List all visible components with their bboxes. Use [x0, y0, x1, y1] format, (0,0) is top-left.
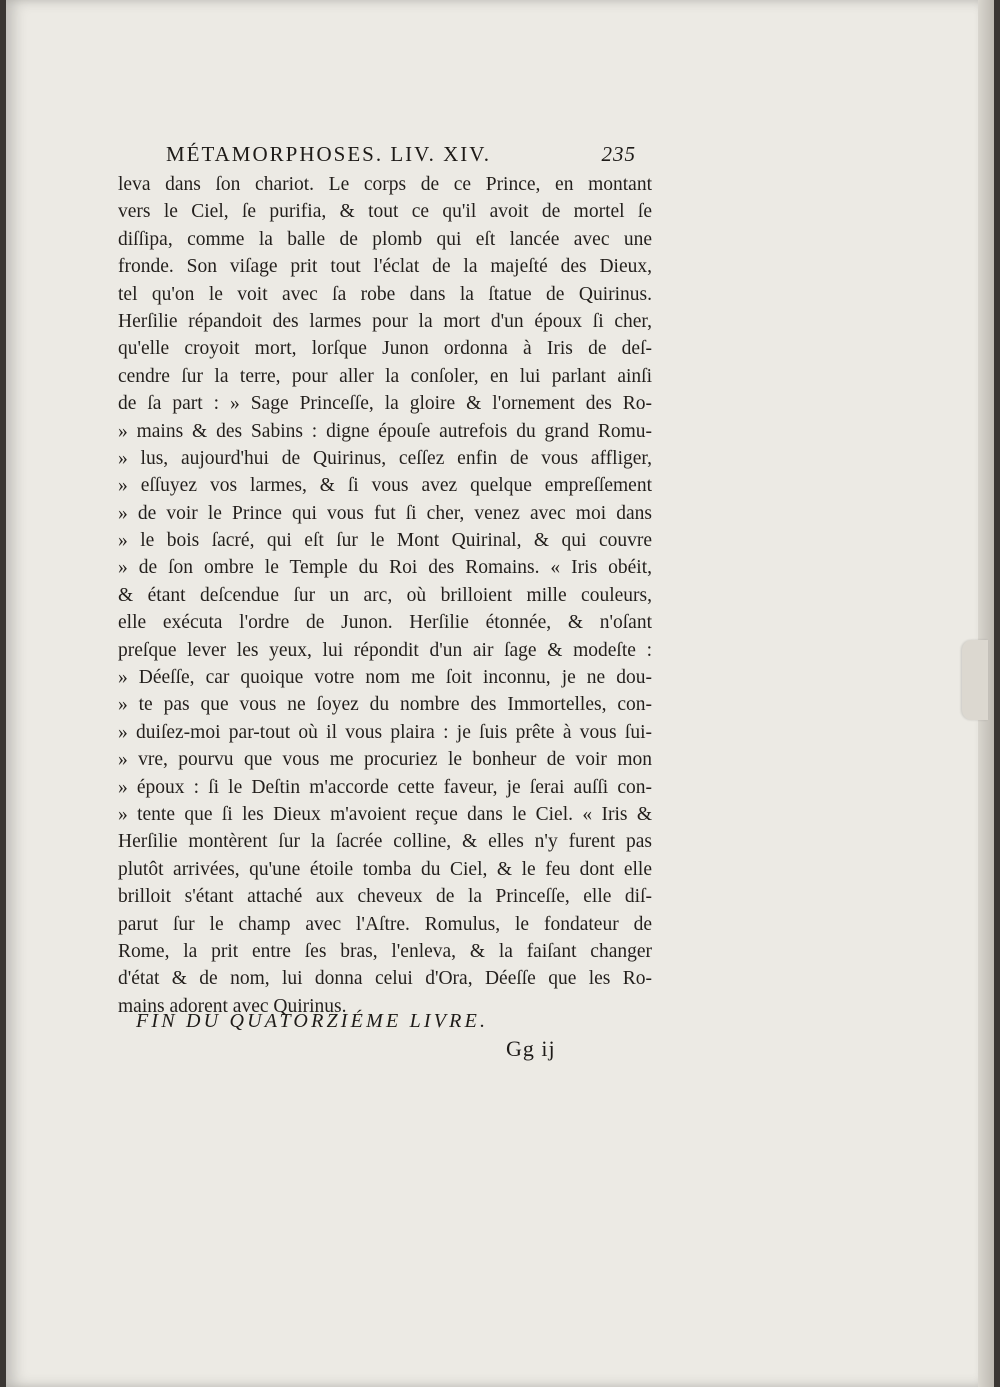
text-line: Rome, la prit entre ſes bras, l'enleva, & la faiſant changer [118, 940, 652, 962]
body-text [118, 171, 652, 1020]
text-line: leva dans ſon chariot. Le corps de ce Prince, en montant [118, 174, 652, 195]
running-title: MÉTAMORPHOSES. LIV. XIV. [166, 142, 491, 166]
text-line: » tente que ſi les Dieux m'avoient reçue dans le Ciel. « Iris & [118, 803, 652, 825]
page-tab [962, 640, 988, 720]
text-line: » te pas que vous ne ſoyez du nombre des Immortelles, con- [118, 694, 652, 716]
text-line: » de voir le Prince qui vous fut ſi cher, venez avec moi dans [118, 502, 652, 524]
text-line: qu'elle croyoit mort, lorſque Junon ordonna à Iris de deſ- [118, 338, 652, 360]
text-line: » le bois ſacré, qui eſt ſur le Mont Quirinal, & qui couvre [118, 530, 652, 552]
text-line: plutôt arrivées, qu'une étoile tomba du Ciel, & le feu dont elle [118, 858, 652, 880]
text-line: preſque lever les yeux, lui répondit d'un air ſage & modeſte : [118, 639, 652, 661]
text-line: brilloit s'étant attaché aux cheveux de la Princeſſe, elle diſ- [118, 886, 652, 908]
text-line: » Déeſſe, car quoique votre nom me ſoit inconnu, je ne dou- [118, 667, 652, 689]
text-line: vers le Ciel, ſe purifia, & tout ce qu'il avoit de mortel ſe [118, 201, 652, 223]
text-line: Herſilie montèrent ſur la ſacrée colline, & elles n'y furent pas [118, 831, 652, 853]
running-header [166, 142, 646, 167]
text-line: & étant deſcendue ſur un arc, où brilloient mille couleurs, [118, 584, 652, 606]
text-line: d'état & de nom, lui donna celui d'Ora, Déeſſe que les Ro- [118, 968, 652, 990]
text-line: » eſſuyez vos larmes, & ſi vous avez quelque empreſſement [118, 475, 652, 497]
text-line: » mains & des Sabins : digne épouſe autrefois du grand Romu- [118, 420, 652, 442]
text-line: » époux : ſi le Deſtin m'accorde cette faveur, je ſerai auſſi con- [118, 776, 652, 798]
signature-mark: Gg ij [506, 1036, 556, 1061]
book-page [6, 0, 984, 1387]
text-line: cendre ſur la terre, pour aller la conſoler, en lui parlant ainſi [118, 365, 652, 387]
text-line: » vre, pourvu que vous me procuriez le bonheur de voir mon [118, 749, 652, 771]
text-line: elle exécuta l'ordre de Junon. Herſilie étonnée, & n'oſant [118, 612, 652, 634]
text-line: » duiſez-moi par-tout où il vous plaira : je ſuis prête à vous ſui- [118, 721, 652, 743]
text-line: » de ſon ombre le Temple du Roi des Romains. « Iris obéit, [118, 557, 652, 579]
closing-line: FIN DU QUATORZIÉME LIVRE. [136, 1010, 489, 1032]
page-number: 235 [601, 142, 636, 166]
text-line: tel qu'on le voit avec ſa robe dans la ſtatue de Quirinus. [118, 283, 652, 305]
text-line: fronde. Son viſage prit tout l'éclat de la majeſté des Dieux, [118, 256, 652, 278]
text-line: parut ſur le champ avec l'Aſtre. Romulus, le fondateur de [118, 913, 652, 935]
text-line: de ſa part : » Sage Princeſſe, la gloire & l'ornement des Ro- [118, 393, 652, 415]
text-line: mains adorent avec Quirinus. [118, 995, 347, 1017]
text-line: Herſilie répandoit des larmes pour la mort d'un époux ſi cher, [118, 310, 652, 332]
text-line: diſſipa, comme la balle de plomb qui eſt lancée avec une [118, 228, 652, 250]
text-line: » lus, aujourd'hui de Quirinus, ceſſez enfin de vous affliger, [118, 447, 652, 469]
